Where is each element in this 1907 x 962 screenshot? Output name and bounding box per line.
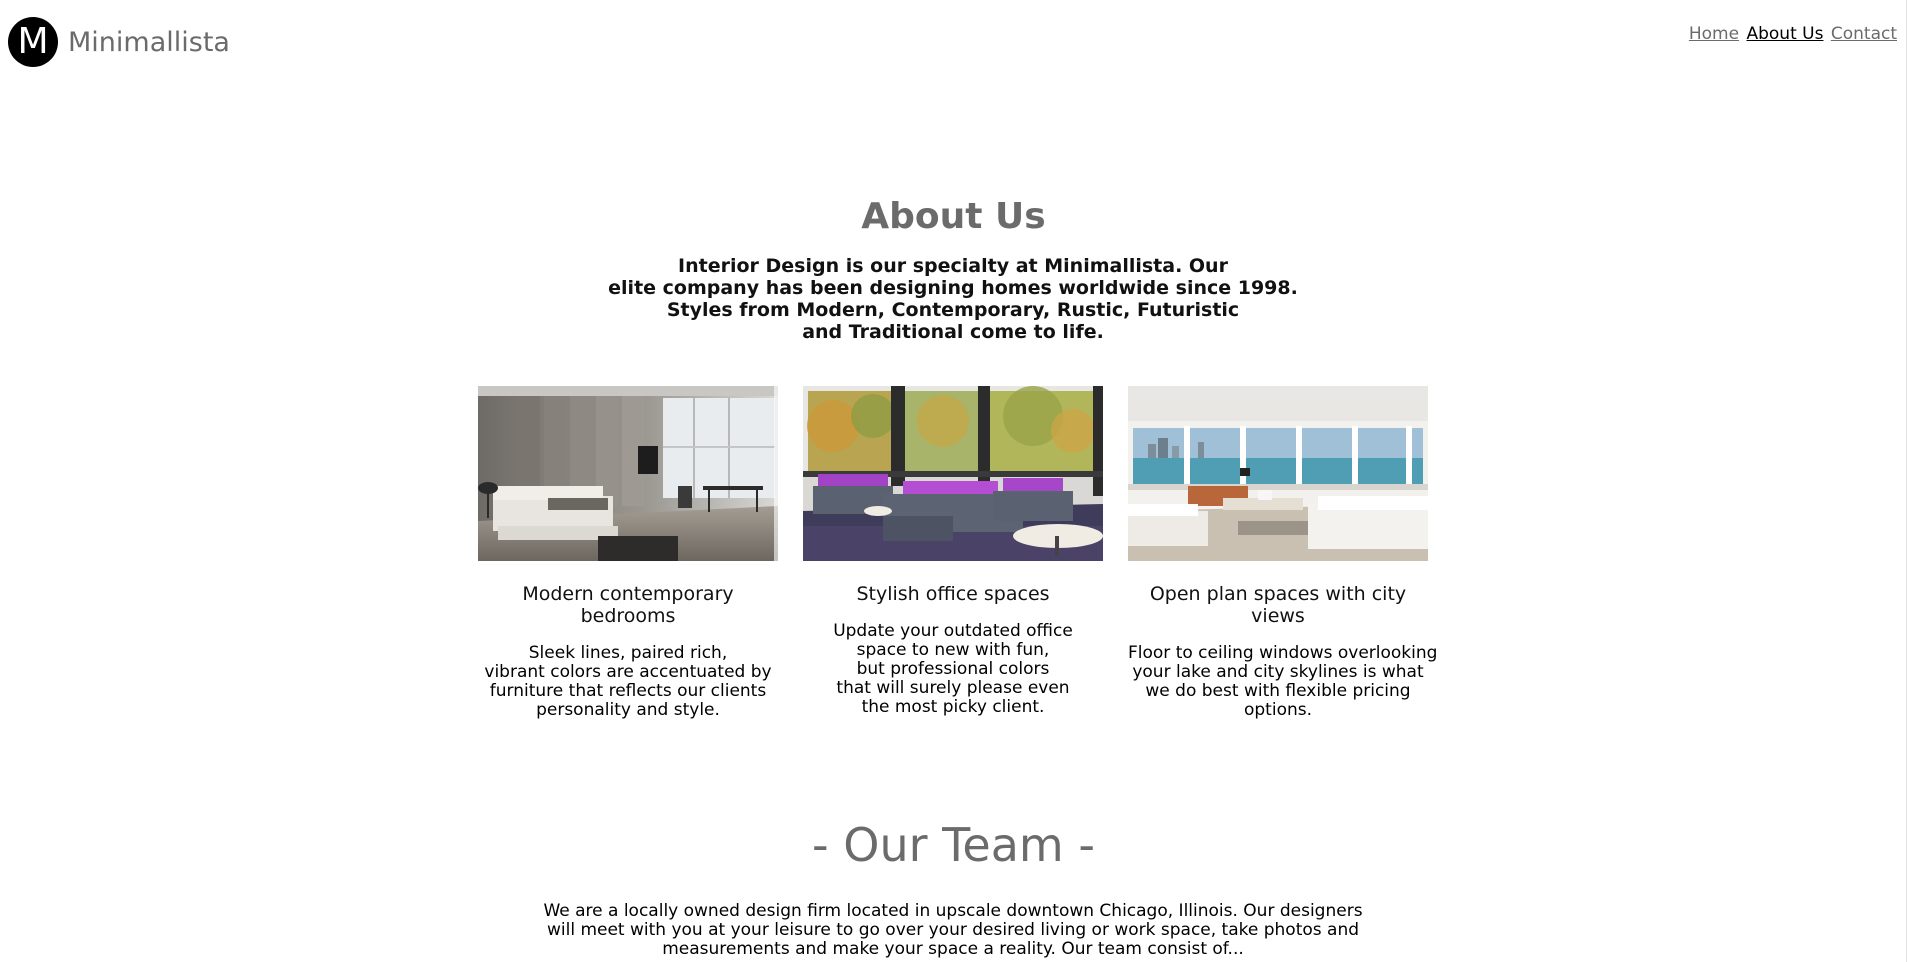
text-line: We are a locally owned design firm located in upscale downtown Chicago, Illinois. Our designers [543, 901, 1363, 921]
nav-home-link[interactable]: Home [1688, 24, 1740, 44]
city-view-illustration [1128, 386, 1428, 561]
text-line: measurements and make your space a reality. Our team consist of... [662, 939, 1244, 959]
about-intro-line: Interior Design is our specialty at Minimallista. Our [678, 255, 1228, 277]
about-title: About Us [861, 196, 1046, 237]
gallery-card-text [803, 622, 1103, 717]
about-intro-line: elite company has been designing homes worldwide since 1998. [608, 277, 1298, 299]
gallery-card-text [1128, 643, 1438, 720]
bedroom-illustration [478, 386, 778, 561]
about-intro-line: Styles from Modern, Contemporary, Rustic, Futuristic [666, 299, 1240, 321]
text-line: space to new with fun, [856, 640, 1050, 660]
text-line: the most picky client. [861, 697, 1045, 717]
nav-contact-link[interactable]: Contact [1830, 24, 1897, 44]
office-illustration [803, 386, 1103, 561]
text-line: furniture that reflects our clients [489, 681, 767, 701]
text-line: vibrant colors are accentuated by [484, 662, 772, 682]
gallery-card-office [803, 386, 1103, 717]
main-nav [1687, 24, 1897, 44]
gallery-card-city-views [1128, 386, 1438, 720]
text-line: will meet with you at your leisure to go over your desired living or work space, take photos and [546, 920, 1360, 940]
gallery-card-title: Open plan spaces with city views [1149, 583, 1407, 627]
text-line: we do best with flexible pricing [1145, 681, 1411, 701]
office-space-photo [803, 386, 1103, 561]
gallery-card-title: Modern contemporary bedrooms [522, 583, 734, 627]
nav-about-link[interactable]: About Us [1746, 24, 1824, 44]
team-description [503, 902, 1403, 959]
team-title: - Our Team - [812, 818, 1095, 872]
gallery-card-text [478, 644, 778, 720]
about-intro-line: and Traditional come to life. [802, 321, 1104, 343]
gallery-card-title: Stylish office spaces [856, 583, 1050, 605]
gallery-card-bedroom [478, 386, 778, 720]
modern-bedroom-photo [478, 386, 778, 561]
brand-name[interactable]: Minimallista [68, 27, 230, 58]
logo-badge[interactable]: M [8, 17, 58, 67]
text-line: Sleek lines, paired rich, [528, 643, 728, 663]
about-intro [603, 255, 1303, 343]
text-line: but professional colors [856, 659, 1050, 679]
text-line: Update your outdated office [833, 621, 1073, 641]
city-view-living-room-photo [1128, 386, 1428, 561]
text-line: Floor to ceiling windows overlooking [1128, 643, 1438, 663]
text-line: personality and style. [536, 700, 720, 720]
text-line: options. [1243, 700, 1313, 720]
text-line: that will surely please even [836, 678, 1070, 698]
text-line: your lake and city skylines is what [1132, 662, 1424, 682]
